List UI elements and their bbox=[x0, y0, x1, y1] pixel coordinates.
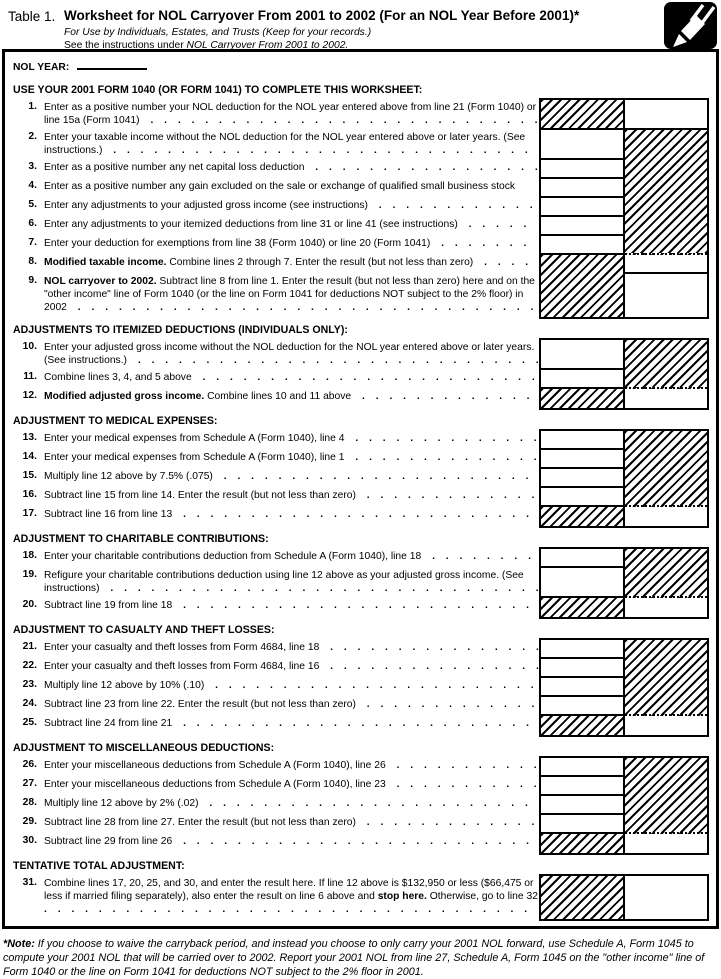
worksheet-group bbox=[5, 410, 716, 528]
entry-box-line-19[interactable] bbox=[541, 568, 625, 598]
shaded-cell bbox=[541, 100, 625, 130]
line-number: 28. bbox=[22, 797, 37, 808]
line-number: 26. bbox=[22, 759, 37, 770]
line-description: Enter your casualty and theft losses from Form 4684, line 16 . . . bbox=[44, 657, 539, 674]
line-description: Subtract line 15 from line 14. Enter the result (but not less than zero) . . . bbox=[44, 486, 539, 503]
page-title: Worksheet for NOL Carryover From 2001 to 2002 (For an NOL Year Before 2001)* bbox=[64, 8, 580, 23]
entry-box-line-8[interactable] bbox=[625, 255, 707, 274]
line-description: Modified taxable income. Combine lines 2 through 7. Enter the result (but not less than zero) . . . bbox=[44, 253, 539, 270]
shaded-cell bbox=[541, 389, 625, 408]
line-number: 19. bbox=[22, 569, 37, 580]
section-heading: ADJUSTMENT TO CASUALTY AND THEFT LOSSES: bbox=[13, 624, 275, 636]
entry-box-line-16[interactable] bbox=[541, 488, 625, 507]
entry-box-line-13[interactable] bbox=[541, 431, 625, 450]
line-description: Subtract line 23 from line 22. Enter the result (but not less than zero) . . . bbox=[44, 695, 539, 712]
worksheet-line bbox=[13, 832, 539, 851]
entry-box-line-17[interactable] bbox=[625, 507, 707, 526]
worksheet-body bbox=[2, 49, 719, 929]
worksheet-groups bbox=[5, 79, 716, 921]
worksheet-group bbox=[5, 528, 716, 619]
worksheet-line bbox=[13, 338, 539, 368]
line-number: 8. bbox=[28, 256, 37, 267]
line-number: 7. bbox=[28, 237, 37, 248]
line-number: 14. bbox=[22, 451, 37, 462]
entry-box-line-2[interactable] bbox=[541, 130, 625, 160]
page-subtitle: For Use by Individuals, Estates, and Trusts (Keep for your records.) bbox=[64, 27, 372, 38]
entry-box-grid bbox=[539, 638, 709, 737]
entry-box-line-7[interactable] bbox=[541, 236, 625, 255]
worksheet-line bbox=[13, 368, 539, 387]
line-description: Modified adjusted gross income. Combine lines 10 and 11 above . . . bbox=[44, 387, 539, 404]
line-number: 24. bbox=[22, 698, 37, 709]
entry-box-line-3[interactable] bbox=[541, 160, 625, 179]
worksheet-line bbox=[13, 467, 539, 486]
entry-box-line-28[interactable] bbox=[541, 796, 625, 815]
worksheet-line bbox=[13, 253, 539, 272]
document-header bbox=[0, 0, 721, 49]
worksheet-line bbox=[13, 486, 539, 505]
entry-box-line-23[interactable] bbox=[541, 678, 625, 697]
line-number: 29. bbox=[22, 816, 37, 827]
line-description: Enter your charitable contributions deduction from Schedule A (Form 1040), line 18 . . . bbox=[44, 547, 539, 564]
worksheet-line bbox=[13, 272, 539, 315]
entry-box-grid bbox=[539, 547, 709, 619]
shaded-cell bbox=[625, 431, 707, 507]
entry-box-grid bbox=[539, 338, 709, 410]
line-number: 31. bbox=[22, 877, 37, 888]
entry-box-line-4[interactable] bbox=[541, 179, 625, 198]
worksheet-line bbox=[13, 695, 539, 714]
entry-box-line-30[interactable] bbox=[625, 834, 707, 853]
line-number: 12. bbox=[22, 390, 37, 401]
entry-box-line-27[interactable] bbox=[541, 777, 625, 796]
line-description: Enter as a positive number any net capital loss deduction . . . bbox=[44, 158, 539, 175]
line-description: Enter your casualty and theft losses from Form 4684, line 18 . . . bbox=[44, 638, 539, 655]
entry-box-line-15[interactable] bbox=[541, 469, 625, 488]
entry-box-line-1[interactable] bbox=[625, 100, 707, 130]
line-description: Multiply line 12 above by 2% (.02) . . . bbox=[44, 794, 539, 811]
worksheet-line bbox=[13, 756, 539, 775]
line-number: 4. bbox=[28, 180, 37, 191]
worksheet-group bbox=[5, 737, 716, 855]
nol-year-row bbox=[5, 54, 716, 79]
entry-box-line-18[interactable] bbox=[541, 549, 625, 568]
entry-box-line-14[interactable] bbox=[541, 450, 625, 469]
line-number: 11. bbox=[23, 371, 37, 382]
worksheet-group bbox=[5, 79, 716, 319]
section-heading: ADJUSTMENT TO CHARITABLE CONTRIBUTIONS: bbox=[13, 533, 269, 545]
line-description: Enter your medical expenses from Schedule A (Form 1040), line 1 . . . bbox=[44, 448, 539, 465]
line-description: Enter as a positive number any gain excluded on the sale or exchange of qualified small business stock bbox=[44, 181, 516, 192]
section-heading: ADJUSTMENT TO MEDICAL EXPENSES: bbox=[13, 415, 218, 427]
line-number: 30. bbox=[22, 835, 37, 846]
line-description: Refigure your charitable contributions deduction using line 12 above as your adjusted gross income. (See instructions) . . . bbox=[44, 566, 539, 596]
line-description: Enter your miscellaneous deductions from Schedule A (Form 1040), line 26 . . . bbox=[44, 756, 539, 773]
line-number: 18. bbox=[22, 550, 37, 561]
line-description: Enter your medical expenses from Schedule A (Form 1040), line 4 . . . bbox=[44, 429, 539, 446]
worksheet-line bbox=[13, 657, 539, 676]
footnote: *Note: If you choose to waive the carryback period, and instead you choose to only carry your 2001 NOL forward, use Schedule A, Form 1045 to compute your 2001 NOL that will be carried over to 2002. Report your 2001 NOL from line 27, Schedule A, Form 1045 on the "other income" line of Form 1040 or the line on Form 1041 for deductions NOT subject to the 2% floor in 2001. bbox=[3, 938, 705, 978]
line-number: 3. bbox=[28, 161, 37, 172]
line-description: Subtract line 29 from line 26 . . . bbox=[44, 832, 539, 849]
worksheet-line bbox=[13, 128, 539, 158]
line-number: 22. bbox=[22, 660, 37, 671]
line-description: Multiply line 12 above by 10% (.10) . . . bbox=[44, 676, 539, 693]
entry-box-line-20[interactable] bbox=[625, 598, 707, 617]
worksheet-line bbox=[13, 874, 539, 917]
line-description: Combine lines 3, 4, and 5 above . . . bbox=[44, 368, 539, 385]
line-description: Combine lines 17, 20, 25, and 30, and enter the result here. If line 12 above is $132,950 or less ($66,475 or less if married filing separately), also enter the result on line 6 above and stop here. Otherwise, go to line 32 . . . bbox=[44, 874, 539, 917]
worksheet-line bbox=[13, 676, 539, 695]
worksheet-line bbox=[13, 638, 539, 657]
shaded-cell bbox=[541, 834, 625, 853]
worksheet-group bbox=[5, 855, 716, 921]
line-description: Enter as a positive number your NOL deduction for the NOL year entered above from line 21 (Form 1040) or line 15a (Form 1041) . . . bbox=[44, 98, 539, 128]
shaded-cell bbox=[625, 758, 707, 834]
line-description: Subtract line 24 from line 21 . . . bbox=[44, 714, 539, 731]
worksheet-line bbox=[13, 547, 539, 566]
footnote-label: *Note: bbox=[3, 938, 35, 950]
line-number: 15. bbox=[22, 470, 37, 481]
line-description: Subtract line 28 from line 27. Enter the result (but not less than zero) . . . bbox=[44, 813, 539, 830]
entry-box-line-12[interactable] bbox=[625, 389, 707, 408]
worksheet-line bbox=[13, 158, 539, 177]
line-number: 9. bbox=[28, 275, 37, 286]
line-description: NOL carryover to 2002. Subtract line 8 from line 1. Enter the result (but not less than zero) here and on the "other income" line of Form 1040 (or the line on Form 1041 for deductions NOT subject to the 2% floor) in 2002 . . . bbox=[44, 272, 539, 315]
line-number: 21. bbox=[22, 641, 37, 652]
entry-box-line-5[interactable] bbox=[541, 198, 625, 217]
worksheet-line bbox=[13, 215, 539, 234]
entry-box-line-22[interactable] bbox=[541, 659, 625, 678]
entry-box-line-10[interactable] bbox=[541, 340, 625, 370]
worksheet-line bbox=[13, 813, 539, 832]
line-number: 10. bbox=[22, 341, 37, 352]
entry-box-grid bbox=[539, 98, 709, 319]
line-description: Enter any adjustments to your adjusted gross income (see instructions) . . . bbox=[44, 196, 539, 213]
nol-year-field[interactable] bbox=[77, 59, 147, 70]
entry-box-line-9[interactable] bbox=[625, 274, 707, 317]
line-description: Enter any adjustments to your itemized deductions from line 31 or line 41 (see instructions) . . . bbox=[44, 215, 539, 232]
worksheet-line bbox=[13, 196, 539, 215]
entry-box-line-6[interactable] bbox=[541, 217, 625, 236]
entry-box-grid bbox=[539, 429, 709, 528]
entry-box-line-21[interactable] bbox=[541, 640, 625, 659]
section-heading: USE YOUR 2001 FORM 1040 (OR FORM 1041) TO COMPLETE THIS WORKSHEET: bbox=[13, 84, 423, 96]
shaded-cell bbox=[541, 507, 625, 526]
line-number: 5. bbox=[28, 199, 37, 210]
section-heading: ADJUSTMENTS TO ITEMIZED DEDUCTIONS (INDIVIDUALS ONLY): bbox=[13, 324, 348, 336]
entry-box-line-26[interactable] bbox=[541, 758, 625, 777]
pencil-icon bbox=[664, 2, 717, 49]
worksheet-line bbox=[13, 387, 539, 406]
line-number: 23. bbox=[22, 679, 37, 690]
worksheet-line bbox=[13, 714, 539, 733]
worksheet-line bbox=[13, 794, 539, 813]
shaded-cell bbox=[541, 598, 625, 617]
entry-box-line-31[interactable] bbox=[625, 876, 707, 919]
worksheet-line bbox=[13, 177, 539, 196]
line-description: Enter your deduction for exemptions from line 38 (Form 1040) or line 20 (Form 1041) . . . bbox=[44, 234, 539, 251]
line-description: Enter your miscellaneous deductions from Schedule A (Form 1040), line 23 . . . bbox=[44, 775, 539, 792]
shaded-cell bbox=[541, 876, 625, 919]
line-description: Multiply line 12 above by 7.5% (.075) . . . bbox=[44, 467, 539, 484]
nol-year-label: NOL YEAR: bbox=[13, 62, 70, 73]
worksheet-line bbox=[13, 505, 539, 524]
line-number: 20. bbox=[22, 599, 37, 610]
line-number: 6. bbox=[28, 218, 37, 229]
shaded-cell bbox=[625, 640, 707, 716]
entry-box-line-24[interactable] bbox=[541, 697, 625, 716]
section-heading: ADJUSTMENT TO MISCELLANEOUS DEDUCTIONS: bbox=[13, 742, 275, 754]
instructions-reference: See the instructions under NOL Carryover From 2001 to 2002. bbox=[64, 40, 349, 51]
line-description: Enter your taxable income without the NOL deduction for the NOL year entered above or later years. (See instructions.) . . . bbox=[44, 128, 539, 158]
entry-box-grid bbox=[539, 874, 709, 921]
shaded-cell bbox=[541, 255, 625, 317]
worksheet-line bbox=[13, 234, 539, 253]
line-number: 25. bbox=[22, 717, 37, 728]
line-number: 13. bbox=[22, 432, 37, 443]
table-label: Table 1. bbox=[8, 9, 56, 24]
shaded-cell bbox=[541, 716, 625, 735]
line-number: 27. bbox=[22, 778, 37, 789]
line-description: Subtract line 19 from line 18 . . . bbox=[44, 596, 539, 613]
section-heading: TENTATIVE TOTAL ADJUSTMENT: bbox=[13, 860, 185, 872]
line-number: 1. bbox=[28, 101, 37, 112]
worksheet-group bbox=[5, 619, 716, 737]
entry-box-line-29[interactable] bbox=[541, 815, 625, 834]
worksheet-line bbox=[13, 775, 539, 794]
worksheet-line bbox=[13, 448, 539, 467]
line-number: 17. bbox=[22, 508, 37, 519]
worksheet-line bbox=[13, 429, 539, 448]
line-description: Subtract line 16 from line 13 . . . bbox=[44, 505, 539, 522]
worksheet-line bbox=[13, 566, 539, 596]
line-number: 16. bbox=[22, 489, 37, 500]
shaded-cell bbox=[625, 340, 707, 389]
entry-box-grid bbox=[539, 756, 709, 855]
entry-box-line-11[interactable] bbox=[541, 370, 625, 389]
entry-box-line-25[interactable] bbox=[625, 716, 707, 735]
header-titles bbox=[64, 8, 721, 49]
worksheet-group bbox=[5, 319, 716, 410]
worksheet-line bbox=[13, 98, 539, 128]
line-number: 2. bbox=[28, 131, 37, 142]
shaded-cell bbox=[625, 549, 707, 598]
line-description: Enter your adjusted gross income without the NOL deduction for the NOL year entered above or later years. (See instructions.) . . . bbox=[44, 338, 539, 368]
worksheet-line bbox=[13, 596, 539, 615]
shaded-cell bbox=[625, 130, 707, 255]
